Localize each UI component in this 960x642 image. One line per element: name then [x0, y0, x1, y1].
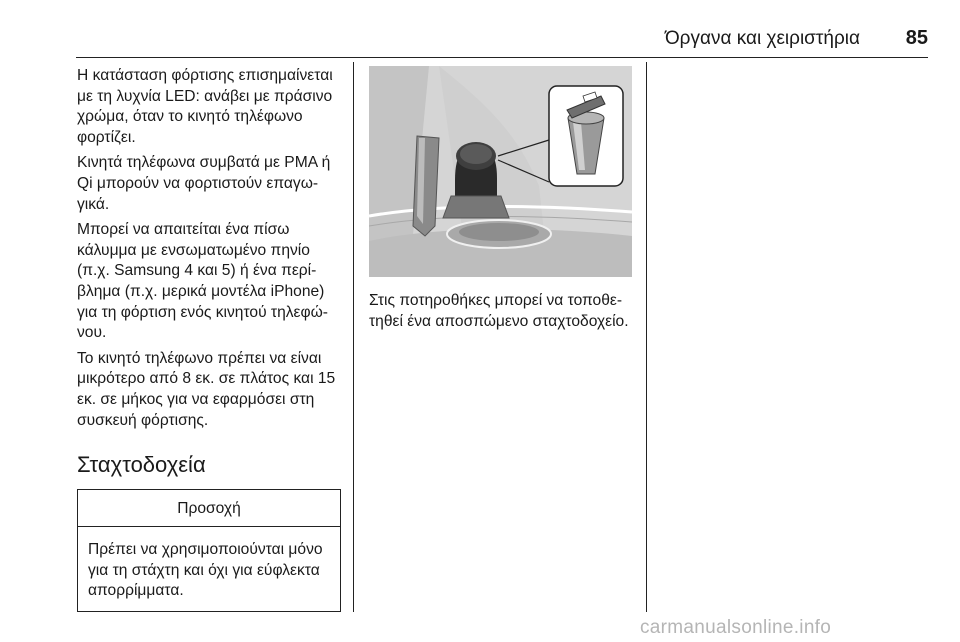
caution-box: [77, 489, 341, 612]
page-number: 85: [905, 27, 928, 49]
ashtray-illustration: [369, 66, 632, 277]
caution-title: Προσοχή: [78, 490, 340, 527]
section-title: Όργανα και χειριστήρια: [664, 28, 860, 49]
caution-text: Πρέπει να χρησιμοποιούνται μόνο για τη στάχτη και όχι για εύφλεκτα απορρίμματα.: [88, 541, 323, 600]
paragraph: Η κατάσταση φόρτισης επισημαίνεται με τη λυχνία LED: ανάβει με πράσινο χρώμα, όταν το κινητό τηλέφωνο φορτίζει.: [77, 67, 333, 146]
ashtray-illustration-graphic: [369, 66, 632, 277]
paragraph: Το κινητό τηλέφωνο πρέπει να είναι μικρότερο από 8 εκ. σε πλάτος και 15 εκ. σε μήκος για να εφαρμόσει στη συσκευή φόρτισης.: [77, 349, 336, 429]
figure-caption: Στις ποτηροθήκες μπορεί να τοποθε- τηθεί ένα αποσπώμενο σταχτοδοχείο.: [369, 292, 629, 330]
section-heading: Σταχτοδοχεία: [77, 452, 206, 478]
watermark: carmanualsonline.info: [640, 617, 832, 638]
column-divider: [646, 62, 647, 612]
text-column: [77, 66, 345, 612]
column-divider: [353, 62, 354, 612]
paragraph: Μπορεί να απαιτείται ένα πίσω κάλυμμα με ενσωματωμένο πηνίο (π.χ. Samsung 4 και 5) ή ένα περί- βλημα (π.χ. μερικά μοντέλα iPhone) για τη φόρτιση ενός κινητού τηλεφώ- νου.: [77, 221, 328, 342]
paragraph: Κινητά τηλέφωνα συμβατά με PMA ή Qi μπορούν να φορτιστούν επαγω- γικά.: [77, 154, 331, 213]
header-rule: [76, 57, 928, 58]
